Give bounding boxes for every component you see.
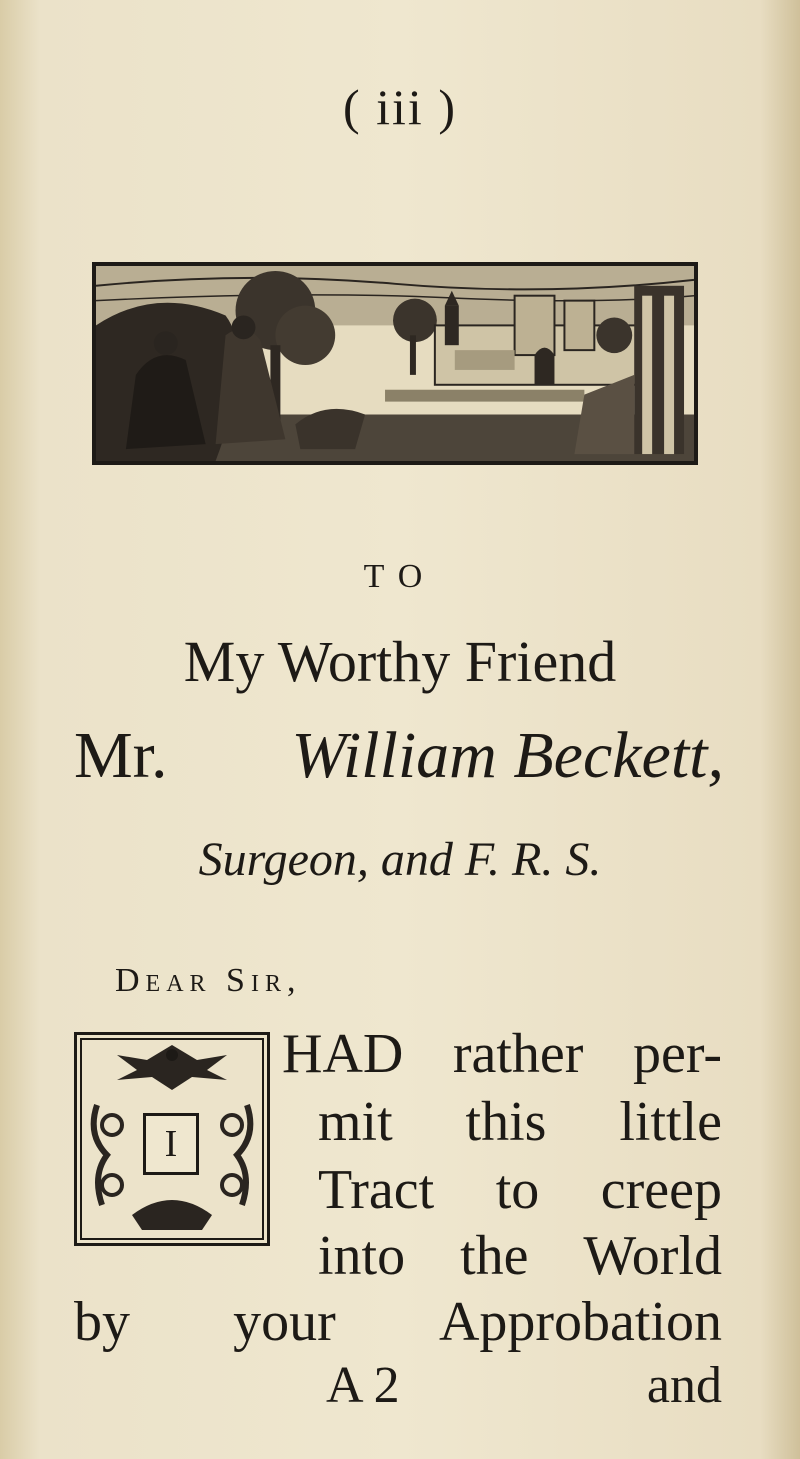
word: World xyxy=(583,1225,722,1287)
text-line xyxy=(318,1224,722,1288)
word: little xyxy=(619,1091,722,1153)
catchword: and xyxy=(646,1357,722,1414)
word: to xyxy=(495,1159,540,1221)
letter-salutation: Dear Sir, xyxy=(115,962,302,999)
text-line xyxy=(318,1158,722,1222)
word: HAD xyxy=(282,1023,404,1085)
text-line xyxy=(282,1022,722,1086)
page-number: ( iii ) xyxy=(343,79,457,135)
dedication-title: Mr. xyxy=(74,719,168,792)
decorated-initial xyxy=(74,1032,270,1246)
word: creep xyxy=(600,1159,722,1221)
word: rather xyxy=(452,1023,584,1085)
word: per- xyxy=(632,1023,722,1085)
signature-mark: A 2 xyxy=(326,1357,400,1414)
word: Tract xyxy=(318,1159,435,1221)
word: into xyxy=(318,1225,406,1287)
dedication-line-friend: My Worthy Friend xyxy=(183,629,617,694)
dedicatee-name: William Beckett, xyxy=(291,719,724,792)
word: mit xyxy=(318,1091,393,1153)
initial-letter: I xyxy=(143,1113,199,1175)
landscape-illustration xyxy=(96,266,694,461)
dedication-name-line xyxy=(74,718,724,794)
woodcut-headpiece xyxy=(92,262,698,465)
word: the xyxy=(460,1225,529,1287)
text-line xyxy=(318,1090,722,1154)
dedication-to: TO xyxy=(363,558,437,595)
page-footer xyxy=(326,1356,722,1415)
word: this xyxy=(465,1091,547,1153)
word: by xyxy=(74,1291,130,1353)
dedicatee-credentials: Surgeon, and F. R. S. xyxy=(198,833,602,886)
word: your xyxy=(233,1291,336,1353)
word: Approbation xyxy=(438,1291,722,1353)
text-line xyxy=(74,1290,722,1354)
